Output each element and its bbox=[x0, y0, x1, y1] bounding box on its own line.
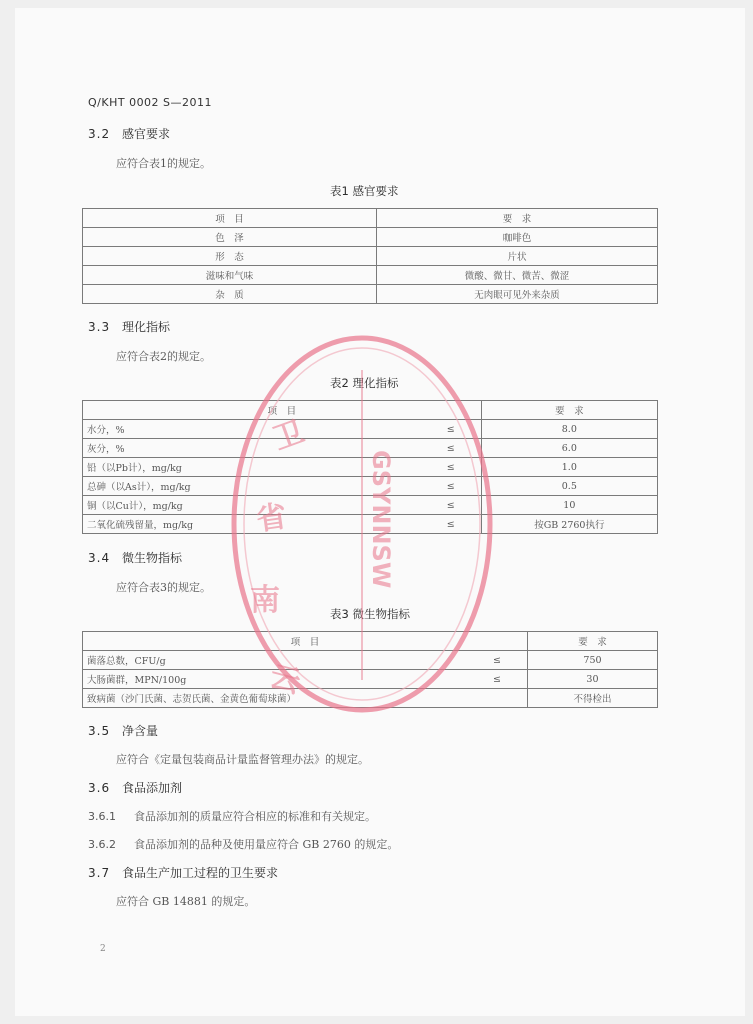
section-number: 3.7 bbox=[88, 866, 111, 880]
section-title: 微生物指标 bbox=[122, 551, 183, 565]
table-header-cell: 项 目 bbox=[83, 401, 482, 420]
table-cell: 铜（以Cu计），mg/kg bbox=[83, 496, 292, 515]
section-3-3-text: 应符合表2的规定。 bbox=[116, 350, 211, 363]
table-cell: 杂 质 bbox=[83, 285, 377, 304]
table-header-cell: 要 求 bbox=[527, 632, 657, 651]
section-3-7-heading bbox=[88, 864, 278, 881]
table-cell: 二氧化硫残留量，mg/kg bbox=[83, 515, 292, 534]
table-cell: 致病菌（沙门氏菌、志贺氏菌、金黄色葡萄球菌） bbox=[83, 689, 528, 708]
section-3-5-text: 应符合《定量包装商品计量监督管理办法》的规定。 bbox=[116, 753, 369, 766]
section-3-6-2 bbox=[88, 836, 398, 852]
table-cell: 咖啡色 bbox=[377, 228, 658, 247]
section-3-2-text: 应符合表1的规定。 bbox=[116, 157, 211, 170]
table-cell: 1.0 bbox=[481, 458, 657, 477]
table-cell: 无肉眼可见外来杂质 bbox=[377, 285, 658, 304]
table2-caption: 表2 理化指标 bbox=[330, 376, 399, 390]
section-3-5-heading bbox=[88, 722, 158, 739]
section-text: 食品添加剂的品种及使用量应符合 GB 2760 的规定。 bbox=[134, 838, 399, 851]
table1-caption: 表1 感官要求 bbox=[330, 184, 399, 198]
section-number: 3.3 bbox=[88, 320, 111, 334]
section-3-7-text: 应符合 GB 14881 的规定。 bbox=[116, 895, 256, 908]
table-cell: 6.0 bbox=[481, 439, 657, 458]
section-number: 3.6.1 bbox=[88, 810, 116, 823]
svg-text:南: 南 bbox=[250, 583, 280, 618]
section-number: 3.6.2 bbox=[88, 838, 116, 851]
table-cell: 色 泽 bbox=[83, 228, 377, 247]
table-cell: 片状 bbox=[377, 247, 658, 266]
table-cell-operator: ≤ bbox=[291, 670, 527, 689]
table-header-cell: 项 目 bbox=[83, 209, 377, 228]
table-row bbox=[83, 247, 658, 266]
table-cell: 不得检出 bbox=[527, 689, 657, 708]
section-number: 3.5 bbox=[88, 724, 111, 738]
table-cell-operator: ≤ bbox=[291, 496, 481, 515]
table-cell-operator: ≤ bbox=[291, 458, 481, 477]
standard-code: Q/KHT 0002 S—2011 bbox=[88, 96, 213, 109]
svg-text:GSYNNSW: GSYNNSW bbox=[367, 450, 395, 589]
section-3-3-heading bbox=[88, 318, 170, 335]
table-cell: 形 态 bbox=[83, 247, 377, 266]
table-cell: 微酸、微甘、微苦、微涩 bbox=[377, 266, 658, 285]
table-row bbox=[83, 285, 658, 304]
table-cell: 铅（以Pb计），mg/kg bbox=[83, 458, 292, 477]
table-header-cell: 项 目 bbox=[83, 632, 528, 651]
table-cell-operator: ≤ bbox=[291, 515, 481, 534]
table-cell: 30 bbox=[527, 670, 657, 689]
section-text: 食品添加剂的质量应符合相应的标准和有关规定。 bbox=[134, 810, 376, 823]
table-header-cell: 要 求 bbox=[481, 401, 657, 420]
section-title: 理化指标 bbox=[122, 320, 171, 334]
section-title: 食品添加剂 bbox=[122, 781, 183, 795]
table-cell: 8.0 bbox=[481, 420, 657, 439]
table-cell: 0.5 bbox=[481, 477, 657, 496]
section-title: 感官要求 bbox=[122, 127, 171, 141]
table-cell: 滋味和气味 bbox=[83, 266, 377, 285]
table-cell-operator: ≤ bbox=[291, 439, 481, 458]
table-header-cell: 要 求 bbox=[377, 209, 658, 228]
section-number: 3.4 bbox=[88, 551, 111, 565]
section-number: 3.2 bbox=[88, 127, 111, 141]
table-cell: 大肠菌群，MPN/100g bbox=[83, 670, 292, 689]
table-cell: 菌落总数，CFU/g bbox=[83, 651, 292, 670]
section-title: 食品生产加工过程的卫生要求 bbox=[122, 866, 279, 880]
section-title: 净含量 bbox=[122, 724, 159, 738]
page-number: 2 bbox=[100, 944, 106, 954]
section-3-4-heading bbox=[88, 549, 182, 566]
table-cell: 10 bbox=[481, 496, 657, 515]
table-cell-operator: ≤ bbox=[291, 420, 481, 439]
table-header-row bbox=[83, 209, 658, 228]
table-cell-operator: ≤ bbox=[291, 477, 481, 496]
table-row bbox=[83, 266, 658, 285]
table-cell: 灰分，% bbox=[83, 439, 292, 458]
table-cell: 水分，% bbox=[83, 420, 292, 439]
official-seal-stamp bbox=[228, 330, 496, 718]
table3-caption: 表3 微生物指标 bbox=[330, 607, 410, 621]
table-row bbox=[83, 228, 658, 247]
section-3-6-1 bbox=[88, 808, 376, 824]
table1 bbox=[82, 208, 658, 304]
svg-text:云: 云 bbox=[265, 658, 304, 701]
svg-text:省: 省 bbox=[254, 499, 289, 538]
table-cell: 750 bbox=[527, 651, 657, 670]
table-cell-operator: ≤ bbox=[291, 651, 527, 670]
section-3-4-text: 应符合表3的规定。 bbox=[116, 581, 211, 594]
section-number: 3.6 bbox=[88, 781, 111, 795]
section-3-6-heading bbox=[88, 779, 182, 796]
section-3-2-heading bbox=[88, 125, 170, 142]
table-cell: 总砷（以As计），mg/kg bbox=[83, 477, 292, 496]
table-cell: 按GB 2760执行 bbox=[481, 515, 657, 534]
svg-text:卫: 卫 bbox=[268, 414, 309, 458]
